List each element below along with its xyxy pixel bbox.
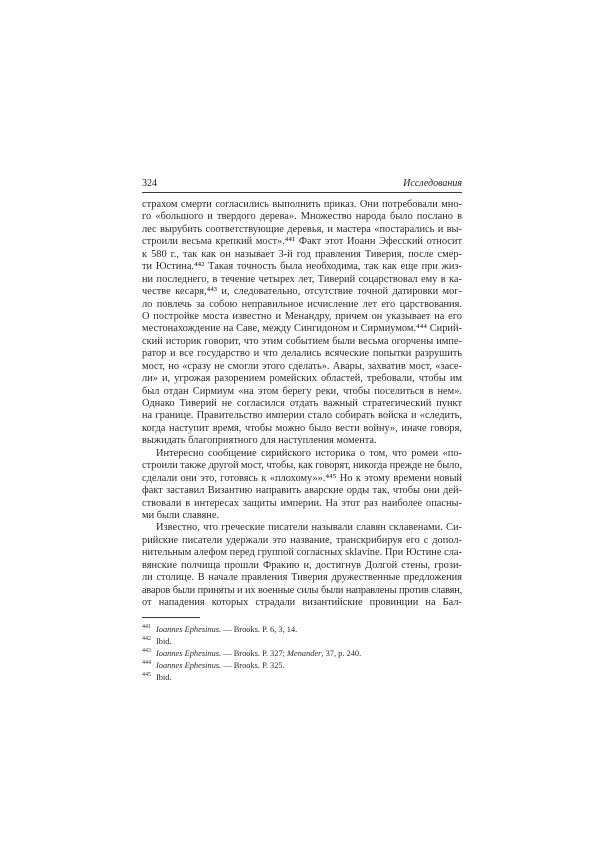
footnote-reference: Ibid. (156, 637, 172, 647)
running-title: Исследования (403, 178, 462, 189)
footnote (142, 624, 462, 636)
text-line: честве кесаря,⁴⁴³ и, следовательно, отсутствие точной датировки мог- (142, 286, 462, 298)
text-line: О постройке моста известно и Менандру, причем он указывает на его (142, 310, 462, 322)
text-line: ло повлечь за собою неправильное исчисление лет его царствования. (142, 298, 462, 310)
text-line: ни последнего, в течение четырех лет, Тиверий соцарствовал ему в ка- (142, 273, 462, 285)
footnote-reference: Ibid. (156, 672, 172, 682)
footnote-author: Menander (287, 649, 322, 659)
text-line: строили весьма крепкий мост».⁴⁴¹ Факт этот Иоанн Эфесский относит (142, 236, 462, 248)
footnote (142, 648, 462, 660)
footnote-number: 443 (142, 648, 151, 655)
text-line: Однако Тиверий не согласился отдать важный стратегический пункт (142, 398, 462, 409)
text-line: факт заставил Византию направить аварские орды так, чтобы они дей- (142, 485, 462, 497)
text-line: ми были славяне. (142, 509, 220, 521)
text-line: Известно, что греческие писатели называли славян склавенами. Си- (156, 522, 462, 534)
text-line: Интересно сообщение сирийского историка о том, что ромеи «по- (156, 447, 462, 459)
footnote-author: Ioannes Ephesinus. (156, 625, 222, 635)
footnote-reference: — Brooks. P. 325. (221, 660, 285, 670)
text-line: аваров были приняты и их военные силы были направлены против славян, (142, 584, 462, 596)
footnote-number: 445 (142, 671, 151, 678)
header-rule (142, 192, 462, 193)
text-line: ли» и, угрожая разорением ромейских областей, требовали, чтобы им (142, 373, 462, 385)
footnote-rule (142, 617, 200, 618)
text-line: строили также другой мост, чтобы, как говорят, никогда прежде не было, (142, 460, 462, 472)
text-line: на границе. Правительство империи стало собирать войска и «следить, (142, 410, 462, 422)
footnote-author: Ioannes Ephesinus. (156, 660, 222, 670)
text-line: лес вырубить соответствующие деревья, и мастера «постарались и вы- (142, 223, 462, 235)
text-line: нительным алефом перед группой согласных sklavine. При Юстине сла- (142, 547, 462, 559)
text-line: ти Юстина.⁴⁴² Такая точность была необходима, так как еще при жиз- (142, 261, 462, 273)
footnote (142, 636, 462, 648)
paragraph (142, 199, 462, 448)
footnote-number: 442 (142, 636, 151, 643)
footnote-reference: — Brooks. P. 6, 3, 14. (221, 625, 298, 635)
text-line: к 580 г., так как он называет 3-й год правления Тиверия, после смер- (142, 248, 462, 260)
footnote-reference: , 37, p. 240. (321, 649, 362, 659)
footnotes (142, 624, 462, 683)
text-line: рийские писатели удержали это название, транскрибируя его с допол- (142, 534, 462, 546)
text-line: местонахождение на Саве, между Сингидоном и Сирмиумом.⁴⁴⁴ Сирий- (142, 323, 462, 335)
text-line: страхом смерти согласились выполнить приказ. Они потребовали мно- (142, 199, 462, 210)
paragraph (142, 522, 462, 609)
running-header (142, 177, 462, 191)
book-page (142, 177, 462, 683)
body-text (142, 199, 462, 609)
footnote-number: 441 (142, 624, 151, 631)
footnote-reference: — Brooks. P. 327; (221, 649, 287, 659)
page-number: 324 (142, 178, 157, 189)
text-line: когда наступит время, чтобы можно было вести войну», иначе говоря, (142, 422, 462, 434)
text-line: вянские полчища прошли Фракию и, достигнув Долгой стены, грози- (142, 559, 462, 571)
text-line: сделали они это, готовясь к «плохому»».⁴⁴⁵ Но к этому времени новый (142, 472, 462, 484)
text-line: был отдан Сирмиум «на этом берегу реки, чтобы поселиться в нем». (142, 385, 462, 397)
text-line: ли столице. В начале правления Тиверия дружественные предложения (142, 572, 462, 584)
footnote-author: Ioannes Ephesinus. (156, 649, 222, 659)
footnote-number: 444 (142, 659, 151, 666)
text-line: го «большого и твердого дерева». Множество народа было послано в (142, 211, 462, 223)
text-line: ратор и все государство и что делались всяческие попытки разрушить (142, 348, 462, 360)
footnote (142, 672, 462, 684)
text-line: от нападения которых страдали византийские провинции на Бал- (142, 597, 462, 608)
paragraph (142, 448, 462, 523)
footnote (142, 660, 462, 672)
text-line: ствовали в интересах защиты империи. На этот раз наиболее опасны- (142, 497, 462, 509)
text-line: ский историк говорит, что этим событием были весьма огорчены импе- (142, 335, 462, 347)
text-line: мост, но «сразу не смогли этого сделать». Авары, захватив мост, «засе- (142, 360, 462, 372)
text-line: выжидать благоприятного для наступления момента. (142, 435, 377, 447)
